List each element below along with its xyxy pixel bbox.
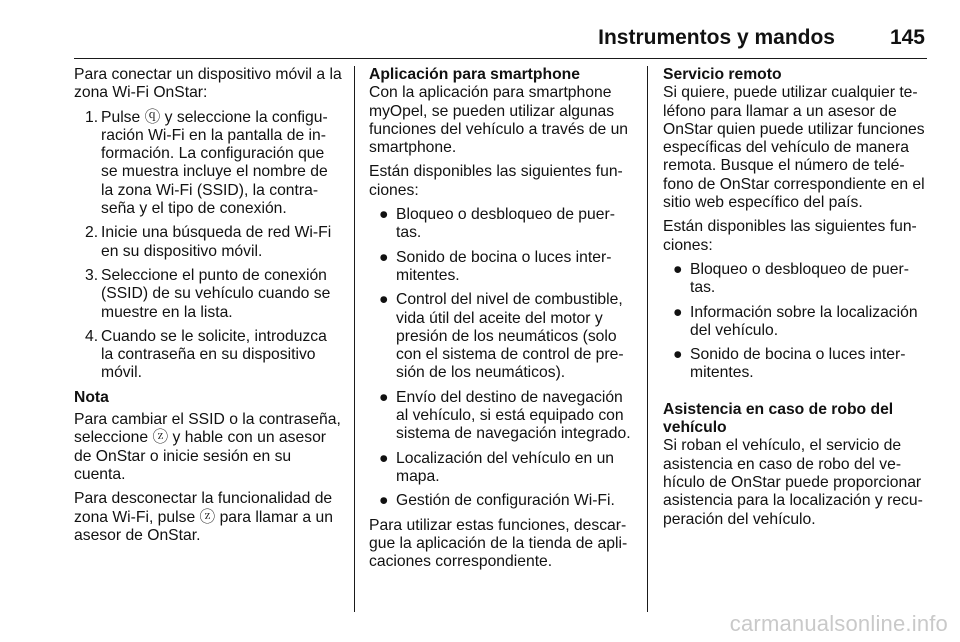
app-functions-list (369, 206, 633, 510)
column-right (663, 66, 927, 535)
list-item-text: Sonido de bocina o luces intermitentes. (690, 346, 906, 382)
column-divider-1 (354, 66, 355, 612)
list-item-text: Gestión de configuración Wi-Fi. (396, 492, 615, 510)
page-number: 145 (889, 26, 925, 49)
step-text: Seleccione el punto de conexión (SSID) de su vehículo cuando se muestre en la lista. (101, 266, 331, 321)
step-item (74, 328, 342, 383)
app-download-text: Para utilizar estas funciones, descargue la aplicación de la tienda de aplicaciones correspondiente. (369, 516, 628, 571)
spacer (663, 389, 927, 401)
bullet-icon: ● (379, 449, 389, 467)
step-item (74, 224, 342, 261)
list-item (369, 291, 633, 382)
list-item-text: Bloqueo o desbloqueo de puertas. (690, 260, 909, 297)
list-item-text: Bloqueo o desbloqueo de puertas. (396, 206, 615, 242)
remote-functions-list (663, 261, 927, 383)
column-middle (369, 66, 633, 577)
bullet-icon: ● (673, 303, 683, 321)
section-heading-smartphone-app: Aplicación para smartphone (369, 66, 580, 83)
step-number: 3. (85, 266, 99, 284)
list-item (663, 346, 927, 383)
step-number: 2. (85, 224, 99, 242)
page-header (74, 22, 927, 59)
list-item (369, 389, 633, 444)
list-item-text: Envío del destino de navegación al vehículo, si está equipado con sistema de navegación integrado. (396, 388, 631, 443)
step-text: Cuando se le solicite, introduzca la contraseña en su dispositivo móvil. (101, 327, 327, 382)
step-number: 1. (85, 108, 99, 126)
list-item-text: Control del nivel de combustible, vida útil del aceite del motor y presión de los neumáticos (solo con el sistema de control de presión de los neumáticos). (396, 291, 624, 382)
section-heading-remote-service: Servicio remoto (663, 66, 782, 83)
list-item (369, 492, 633, 510)
step-item (74, 109, 342, 219)
wifi-connect-steps (74, 109, 342, 383)
step-item (74, 267, 342, 322)
bullet-icon: ● (379, 492, 389, 510)
step-text: Pulse ⓠ y seleccione la configuración Wi-Fi en la pantalla de información. La configuración que se muestra incluye el nombre de la zona Wi-Fi (SSID), la contraseña y el tipo de conexión. (101, 108, 328, 218)
list-item-text: Localización del vehículo en un mapa. (396, 449, 615, 485)
list-item (663, 261, 927, 298)
column-left (74, 66, 342, 551)
list-item (369, 206, 633, 243)
bullet-icon: ● (379, 291, 389, 309)
section-heading-theft-assistance: Asistencia en caso de robo del vehículo (663, 400, 894, 437)
step-text: Inicie una búsqueda de red Wi-Fi en su dispositivo móvil. (101, 224, 332, 260)
functions-lead: Están disponibles las siguientes funciones: (369, 163, 623, 199)
smartphone-app-intro: Con la aplicación para smartphone myOpel, se pueden utilizar algunas funciones del vehículo a través de un smartphone. (369, 84, 629, 157)
list-item (369, 450, 633, 487)
note-heading: Nota (74, 388, 109, 406)
column-divider-2 (647, 66, 648, 612)
list-item-text: Sonido de bocina o luces intermitentes. (396, 248, 612, 284)
wifi-disconnect-text: Para desconectar la funcionalidad de zona Wi-Fi, pulse ⓩ para llamar a un asesor de OnStar. (74, 490, 333, 544)
page-title: Instrumentos y mandos (598, 26, 835, 49)
theft-assistance-text: Si roban el vehículo, el servicio de asistencia en caso de robo del vehículo de OnStar puede proporcionar asistencia para la localización y recuperación del vehículo. (663, 437, 923, 528)
note-text: Para cambiar el SSID o la contraseña, seleccione ⓩ y hable con un asesor de OnStar o inicie sesión en su cuenta. (74, 411, 341, 483)
bullet-icon: ● (379, 248, 389, 266)
functions-lead: Están disponibles las siguientes funciones: (663, 218, 917, 254)
watermark: carmanualsonline.info (729, 611, 948, 636)
step-number: 4. (85, 327, 99, 345)
wifi-connect-intro: Para conectar un dispositivo móvil a la zona Wi-Fi OnStar: (74, 66, 342, 102)
list-item-text: Información sobre la localización del vehículo. (690, 303, 918, 339)
bullet-icon: ● (673, 260, 683, 278)
remote-service-text: Si quiere, puede utilizar cualquier teléfono para llamar a un asesor de OnStar quien puede utilizar funciones específicas del vehículo de manera remota. Busque el número de teléfono de OnStar correspondiente en el sitio web específico del país. (663, 84, 925, 212)
list-item (369, 249, 633, 286)
bullet-icon: ● (379, 388, 389, 406)
bullet-icon: ● (379, 206, 389, 224)
list-item (663, 304, 927, 341)
bullet-icon: ● (673, 346, 683, 364)
